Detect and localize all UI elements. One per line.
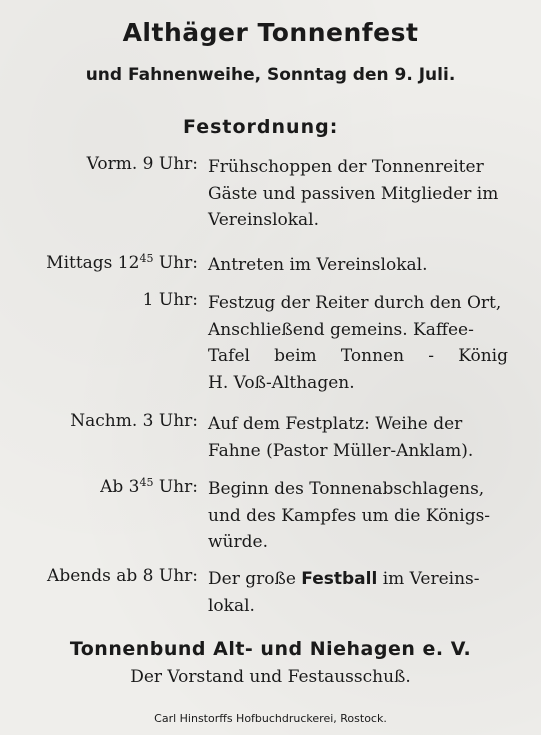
description-line: Frühschoppen der Tonnenreiter xyxy=(208,157,484,177)
time-minutes: 45 xyxy=(139,252,154,265)
festball-highlight: Festball xyxy=(301,569,378,589)
time-unit: Uhr: xyxy=(153,253,198,273)
schedule-time: Vorm. 9 Uhr: xyxy=(86,154,198,174)
schedule-time: Nachm. 3 Uhr: xyxy=(70,411,198,431)
schedule-description xyxy=(208,411,508,464)
description-line: Antreten im Vereinslokal. xyxy=(208,255,428,275)
description-line: würde. xyxy=(208,532,268,552)
description-text: im Vereins- xyxy=(377,569,480,589)
organization-name: Tonnenbund Alt- und Niehagen e. V. xyxy=(69,638,472,660)
time-minutes: 45 xyxy=(139,476,154,489)
description-line: Gäste und passiven Mitglieder im xyxy=(208,183,499,204)
time-hour: Mittags 12 xyxy=(46,253,140,273)
description-line: und des Kampfes um die Königs- xyxy=(208,505,491,526)
description-line xyxy=(208,566,508,593)
schedule-description xyxy=(208,476,508,556)
poster-title: Althäger Tonnenfest xyxy=(122,18,419,47)
description-line: lokal. xyxy=(208,595,255,616)
description-line: Anschließend gemeins. Kaffee- xyxy=(208,319,474,340)
description-line: Fahne (Pastor Müller-Anklam). xyxy=(208,440,474,461)
description-line: Tafel beim Tonnen - König xyxy=(208,346,508,366)
description-line: H. Voß-Althagen. xyxy=(208,372,355,393)
description-line: Vereinslokal. xyxy=(208,210,320,230)
printer-imprint: Carl Hinstorffs Hofbuchdruckerei, Rostock. xyxy=(154,712,387,725)
description-line: Beginn des Tonnenabschlagens, xyxy=(208,479,485,499)
schedule-description xyxy=(208,252,508,279)
description-line: Auf dem Festplatz: Weihe der xyxy=(208,414,463,434)
description-text: Der große xyxy=(208,569,302,589)
description-line: Festzug der Reiter durch den Ort, xyxy=(208,293,502,313)
schedule-description xyxy=(208,566,508,619)
schedule-time: Abends ab 8 Uhr: xyxy=(47,566,198,586)
schedule-time: 1 Uhr: xyxy=(142,290,198,310)
poster-subtitle: und Fahnenweihe, Sonntag den 9. Juli. xyxy=(85,65,456,85)
schedule-description xyxy=(208,154,508,234)
schedule-heading: Festordnung: xyxy=(183,116,339,138)
schedule-time xyxy=(100,476,198,497)
organization-signature: Der Vorstand und Festausschuß. xyxy=(130,667,411,687)
schedule-time xyxy=(46,252,198,273)
time-unit: Uhr: xyxy=(153,477,198,497)
schedule-description xyxy=(208,290,508,396)
time-hour: Ab 3 xyxy=(100,477,140,497)
